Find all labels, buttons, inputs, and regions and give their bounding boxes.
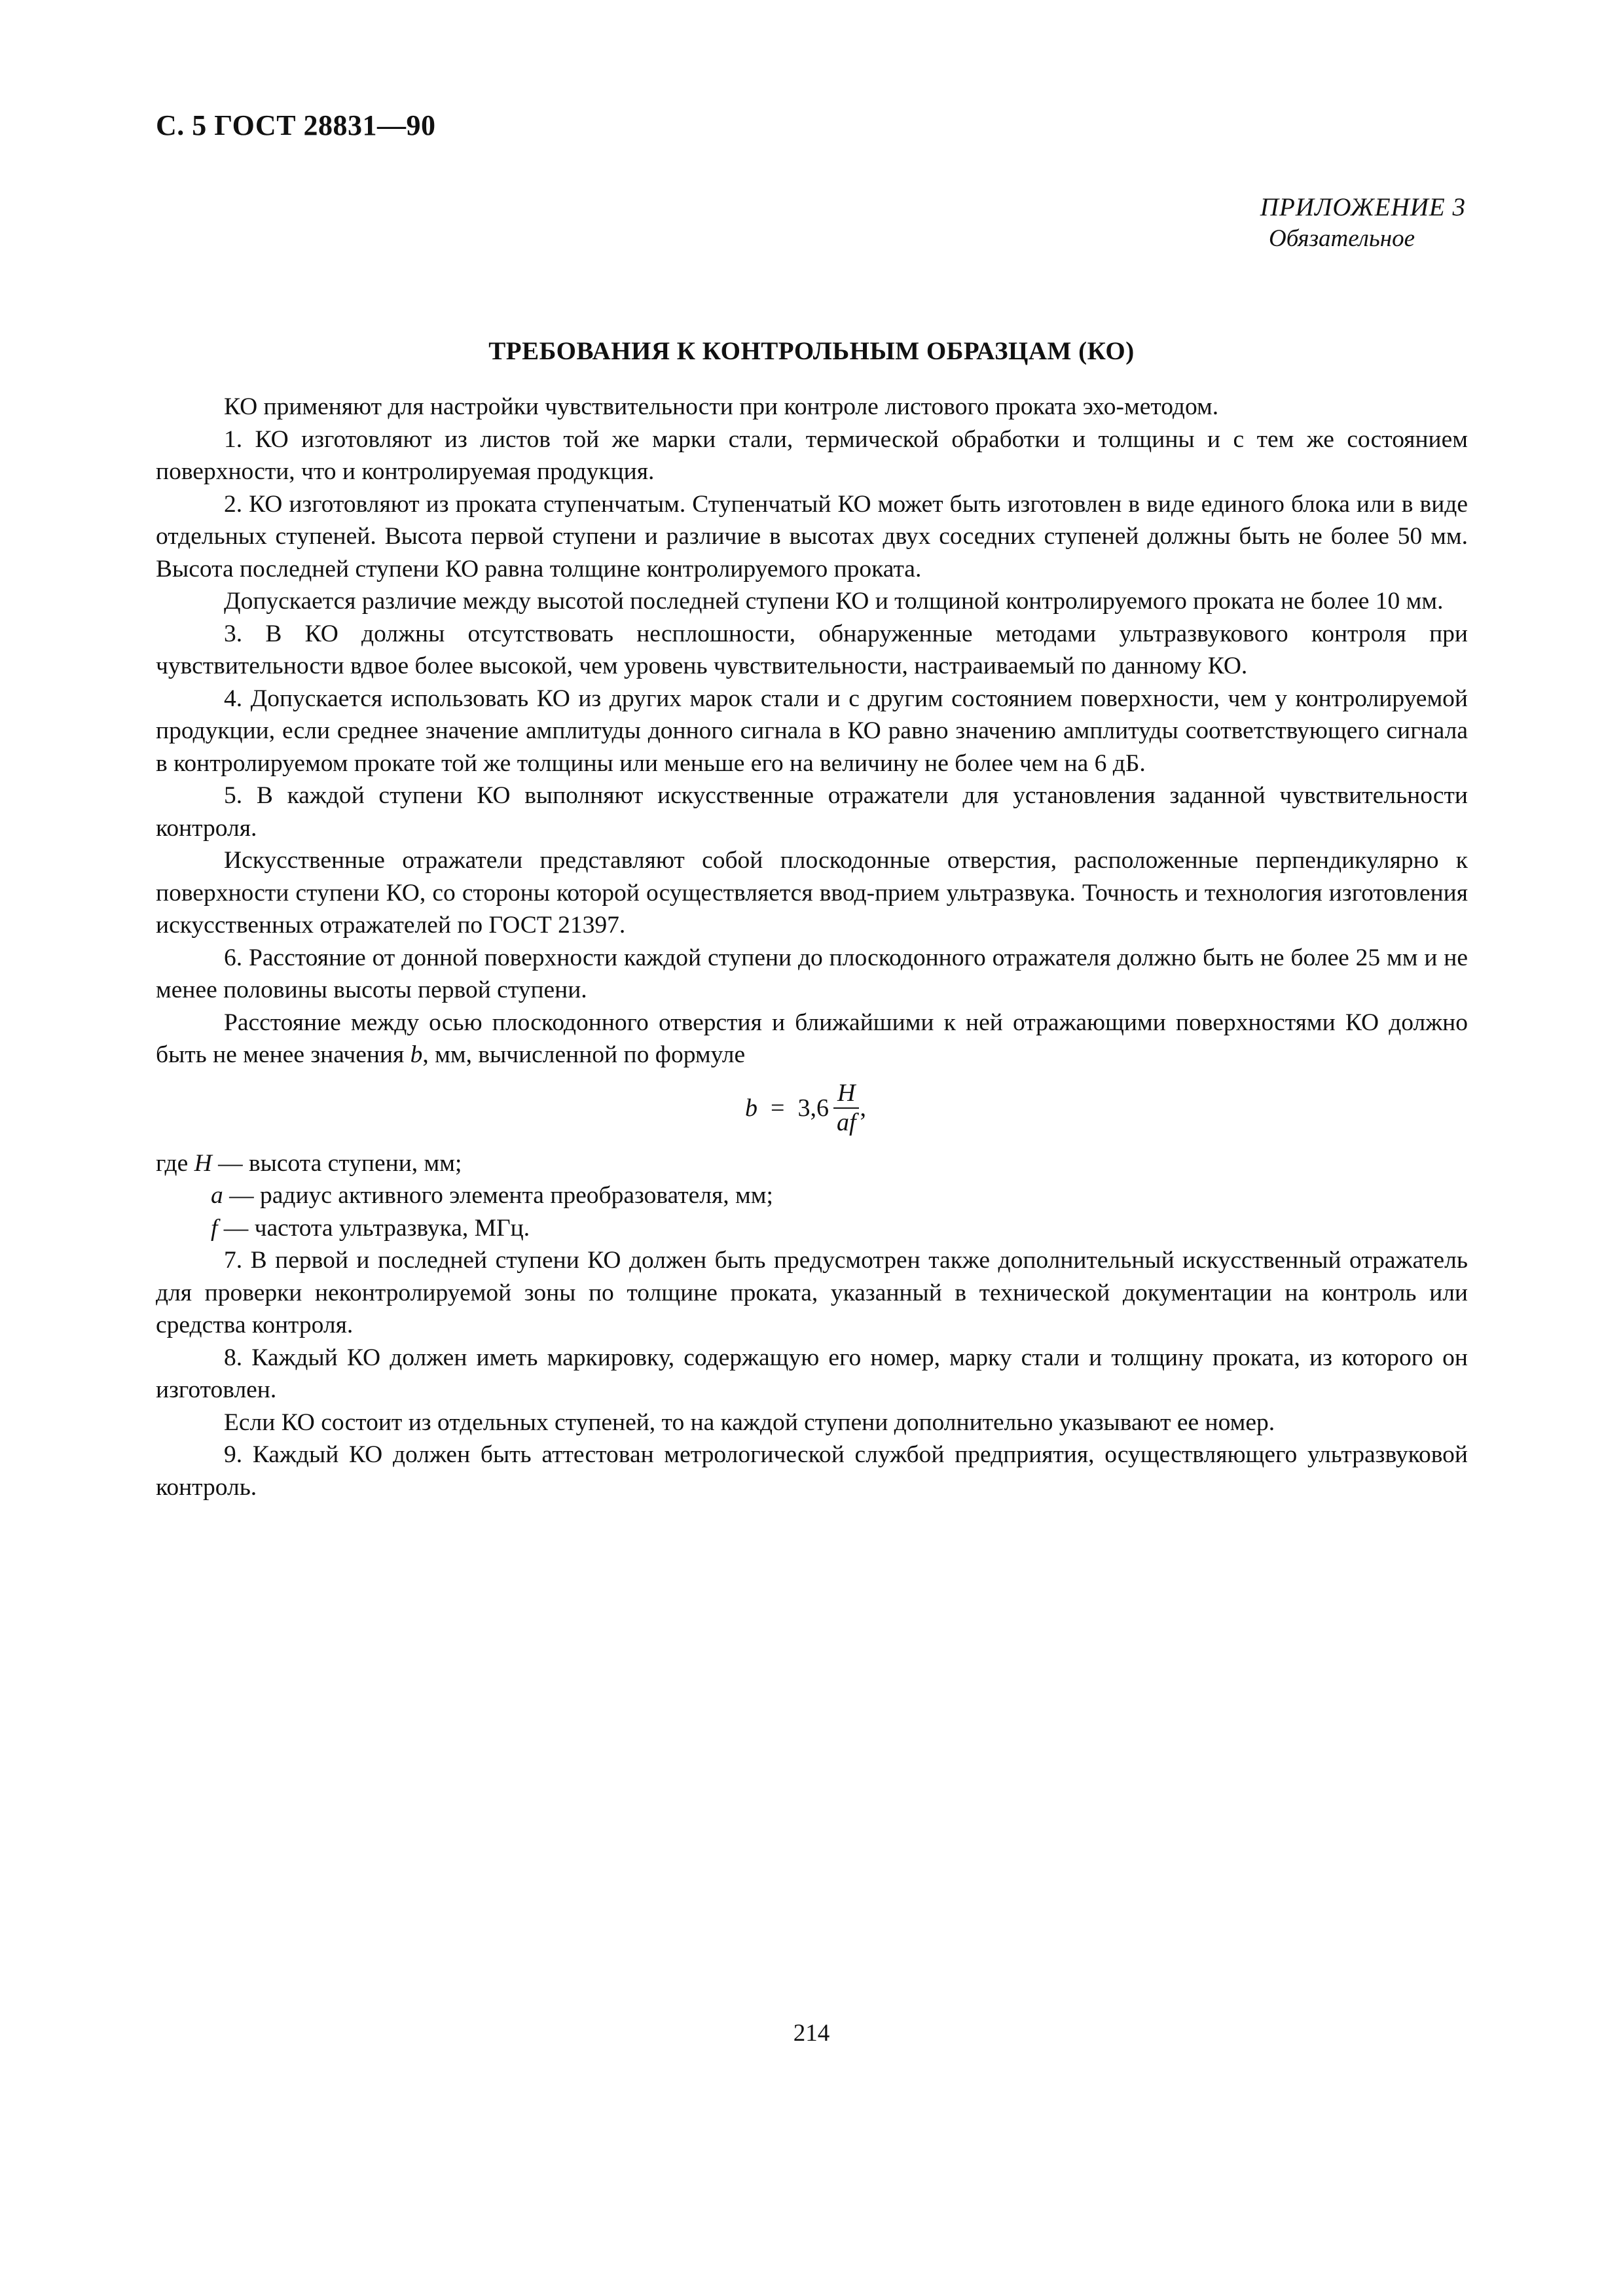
formula-intro-text: Расстояние между осью плоскодонного отверстия и ближайшими к ней отражающими поверхностями КО должно быть не менее значения xyxy=(156,1009,1468,1068)
formula xyxy=(745,1081,866,1137)
formula-lhs: b xyxy=(745,1094,757,1122)
paragraph-item-5-note: Искусственные отражатели представляют собой плоскодонные отверстия, расположенные перпендикулярно к поверхности ступени КО, со стороны которой осуществляется ввод-прием ультразвука. Точность и технология изготовления искусственных отражателей по ГОСТ 21397. xyxy=(156,847,1468,939)
paragraph-formula-intro xyxy=(156,1007,1468,1071)
document-body xyxy=(156,391,1468,1503)
page-header: С. 5 ГОСТ 28831—90 xyxy=(156,109,436,141)
paragraph-item-1: 1. КО изготовляют из листов той же марки стали, термической обработки и толщины и с тем же состоянием поверхности, что и контролируемая продукция. xyxy=(156,425,1468,485)
formula-fraction xyxy=(833,1081,860,1137)
where-prefix: где xyxy=(156,1149,194,1177)
formula-block xyxy=(156,1071,1468,1147)
where-row-f xyxy=(156,1212,1468,1245)
page-number: 214 xyxy=(793,2020,830,2047)
paragraph-item-2: 2. КО изготовляют из проката ступенчатым. Ступенчатый КО может быть изготовлен в виде единого блока или в виде отдельных ступеней. Высота первой ступени и различие в высотах двух соседних ступеней должны быть не более 50 мм. Высота последней ступени КО равна толщине контролируемого проката. xyxy=(156,490,1468,583)
formula-coefficient: 3,6 xyxy=(797,1094,829,1122)
formula-numerator: H xyxy=(833,1081,859,1109)
formula-trailing: , xyxy=(860,1094,866,1122)
where-symbol: f xyxy=(211,1214,218,1242)
formula-intro-variable: b xyxy=(410,1041,423,1068)
where-text: — высота ступени, мм; xyxy=(211,1149,462,1177)
paragraph-item-5: 5. В каждой ступени КО выполняют искусственные отражатели для установления заданной чувствительности контроля. xyxy=(156,782,1468,842)
paragraph-item-8: 8. Каждый КО должен иметь маркировку, содержащую его номер, марку стали и толщину проката, из которого он изготовлен. xyxy=(156,1344,1468,1403)
paragraph-item-8-note: Если КО состоит из отдельных ступеней, то на каждой ступени дополнительно указывают ее номер. xyxy=(224,1408,1275,1436)
where-symbol: a xyxy=(211,1182,223,1209)
appendix-status: Обязательное xyxy=(1268,225,1415,252)
paragraph-item-4: 4. Допускается использовать КО из других марок стали и с другим состоянием поверхности, чем у контролируемой продукции, если среднее значение амплитуды донного сигнала в КО равно значению амплитуды соответствующего сигнала в контролируемом прокате той же толщины или меньше его на величину не более чем на 6 дБ. xyxy=(156,685,1468,777)
where-symbol: H xyxy=(194,1149,212,1177)
paragraph-intro: КО применяют для настройки чувствительности при контроле листового проката эхо-методом. xyxy=(224,393,1219,420)
document-title: ТРЕБОВАНИЯ К КОНТРОЛЬНЫМ ОБРАЗЦАМ (КО) xyxy=(488,337,1135,365)
paragraph-item-6: 6. Расстояние от донной поверхности каждой ступени до плоскодонного отражателя должно быть не более 25 мм и не менее половины высоты первой ступени. xyxy=(156,944,1468,1003)
paragraph-item-7: 7. В первой и последней ступени КО должен быть предусмотрен также дополнительный искусственный отражатель для проверки неконтролируемой зоны по толщине проката, указанный в технической документации на контроль или средства контроля. xyxy=(156,1247,1468,1338)
paragraph-item-3: 3. В КО должны отсутствовать несплошности, обнаруженные методами ультразвукового контроля при чувствительности вдвое более высокой, чем уровень чувствительности, настраиваемый по данному КО. xyxy=(156,620,1468,679)
where-row-a xyxy=(156,1179,1468,1212)
appendix-label xyxy=(1260,192,1466,253)
where-row-h xyxy=(156,1147,1468,1180)
where-text: — частота ультразвука, МГц. xyxy=(217,1214,530,1242)
formula-denominator: af xyxy=(836,1109,856,1137)
paragraph-item-2-note: Допускается различие между высотой последней ступени КО и толщиной контролируемого проката не более 10 мм. xyxy=(224,588,1444,615)
paragraph-item-9: 9. Каждый КО должен быть аттестован метрологической службой предприятия, осуществляющего ультразвуковой контроль. xyxy=(156,1441,1468,1501)
formula-equals: = xyxy=(771,1094,785,1122)
where-text: — радиус активного элемента преобразователя, мм; xyxy=(223,1182,773,1209)
formula-intro-tail: , мм, вычисленной по формуле xyxy=(422,1041,746,1068)
appendix-title: ПРИЛОЖЕНИЕ 3 xyxy=(1260,193,1466,221)
